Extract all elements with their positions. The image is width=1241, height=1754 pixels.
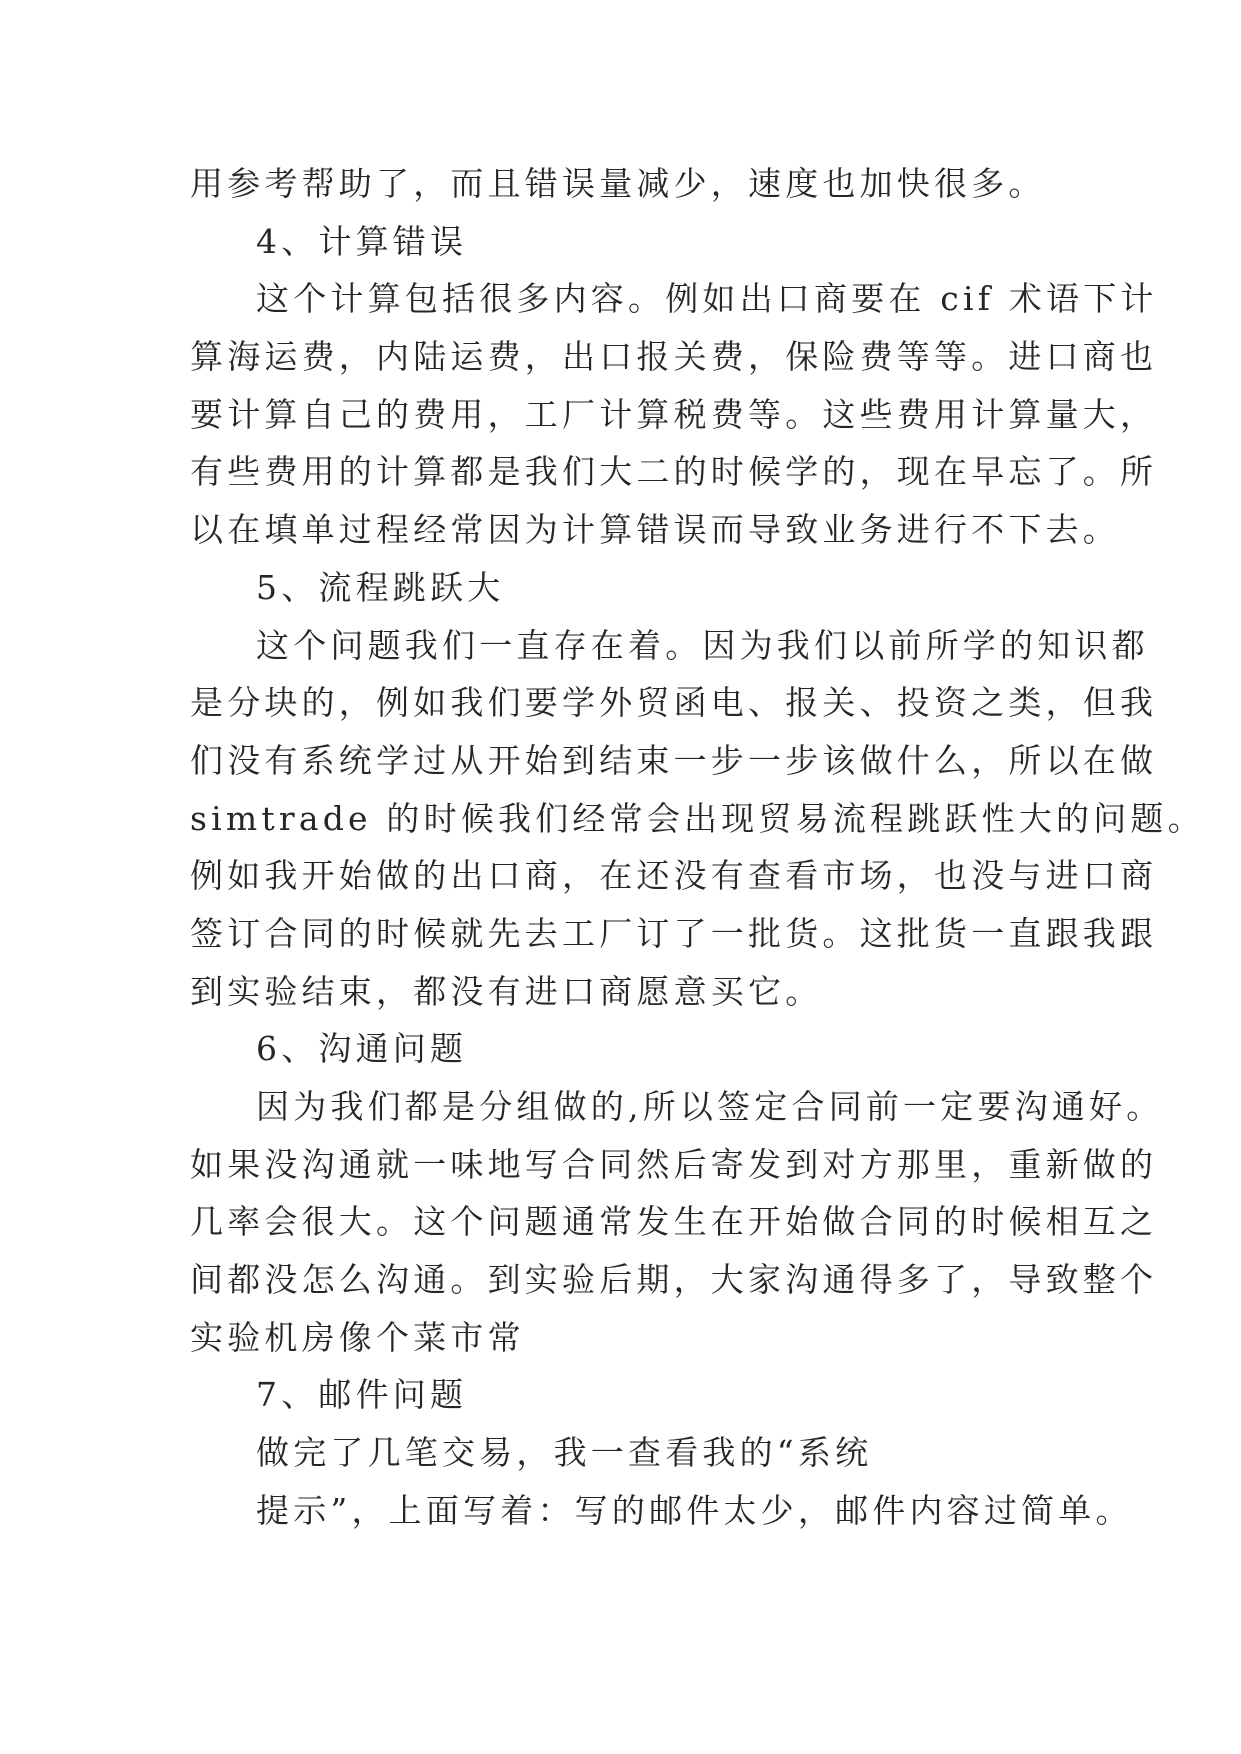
text-line: 几率会很大。这个问题通常发生在开始做合同的时候相互之 xyxy=(190,1202,1158,1242)
text-line: 提示”，上面写着：写的邮件太少，邮件内容过简单。 xyxy=(256,1490,1133,1530)
text-line: 有些费用的计算都是我们大二的时候学的，现在早忘了。所 xyxy=(190,452,1158,492)
text-line: 用参考帮助了，而且错误量减少，速度也加快很多。 xyxy=(190,164,1046,203)
text-line: 这个问题我们一直存在着。因为我们以前所学的知识都 xyxy=(256,625,1149,665)
text-line: 以在填单过程经常因为计算错误而导致业务进行不下去。 xyxy=(190,510,1120,550)
text-line: 是分块的，例如我们要学外贸函电、报关、投资之类，但我 xyxy=(190,683,1158,723)
text-line: 实验机房像个菜市常 xyxy=(190,1317,525,1357)
text-line: 这个计算包括很多内容。例如出口商要在 cif 术语下计 xyxy=(256,279,1158,319)
text-line: 如果没沟通就一味地写合同然后寄发到对方那里，重新做的 xyxy=(190,1144,1158,1184)
text-line: 因为我们都是分组做的,所以签定合同前一定要沟通好。 xyxy=(256,1087,1164,1126)
section-heading: 7、邮件问题 xyxy=(256,1375,468,1415)
section-heading: 5、流程跳跃大 xyxy=(256,567,505,607)
section-heading: 6、沟通问题 xyxy=(256,1029,468,1069)
document-body xyxy=(190,155,1205,1540)
text-line: simtrade 的时候我们经常会出现贸易流程跳跃性大的问题。 xyxy=(190,798,1205,838)
text-line: 要计算自己的费用，工厂计算税费等。这些费用计算量大， xyxy=(190,394,1158,434)
text-line: 间都没怎么沟通。到实验后期，大家沟通得多了，导致整个 xyxy=(190,1260,1158,1300)
text-line: 算海运费，内陆运费，出口报关费，保险费等等。进口商也 xyxy=(190,337,1158,377)
text-line: 签订合同的时候就先去工厂订了一批货。这批货一直跟我跟 xyxy=(190,913,1158,953)
section-heading: 4、计算错误 xyxy=(256,221,468,261)
text-line: 们没有系统学过从开始到结束一步一步该做什么，所以在做 xyxy=(190,740,1158,780)
text-line: 例如我开始做的出口商，在还没有查看市场，也没与进口商 xyxy=(190,856,1158,896)
text-line: 做完了几笔交易，我一查看我的“系统 xyxy=(256,1433,873,1473)
text-line: 到实验结束，都没有进口商愿意买它。 xyxy=(190,971,823,1011)
